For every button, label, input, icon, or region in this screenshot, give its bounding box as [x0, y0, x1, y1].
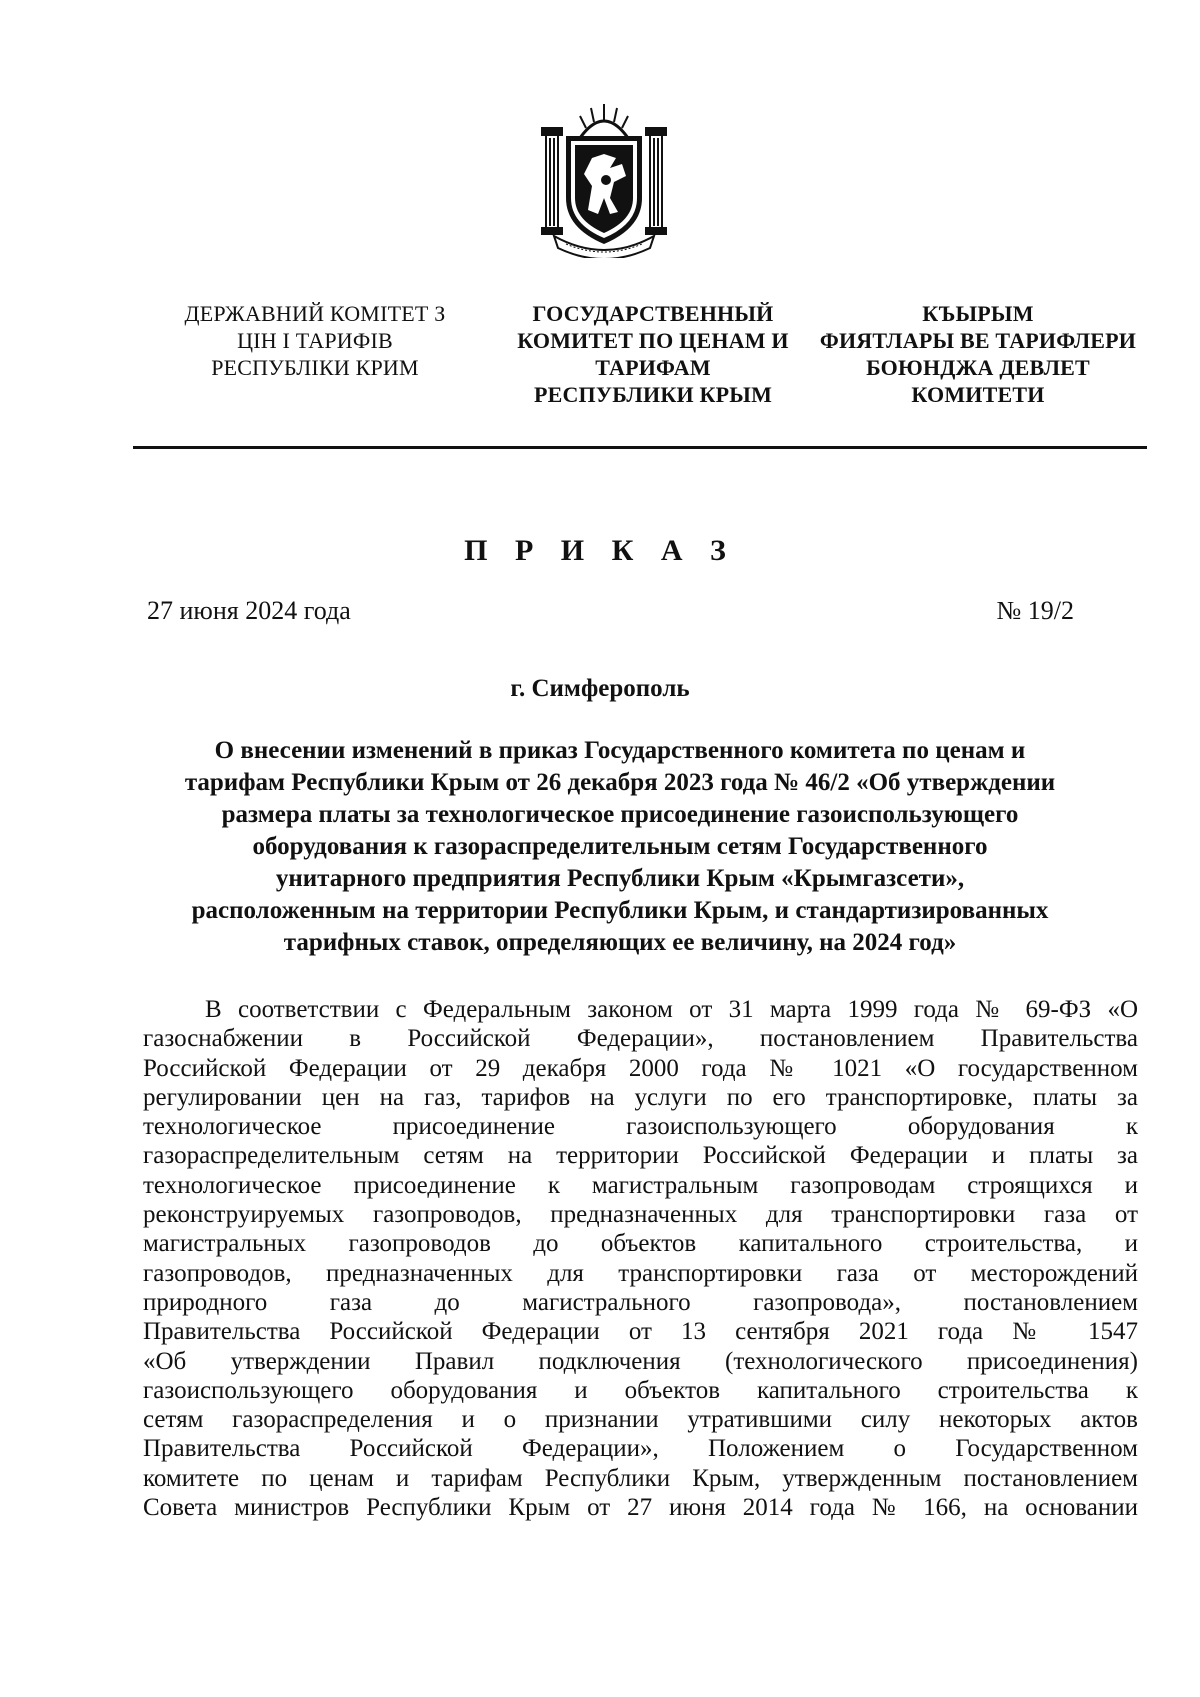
header-crimean-tatar-line: ФИЯТЛАРЫ ВЕ ТАРИФЛЕРИ [819, 328, 1137, 353]
body-line: Правительства Российской Федерации», Положением о Государственном [143, 1435, 1138, 1463]
title-line: оборудования к газораспределительным сетям Государственного [252, 833, 988, 860]
body-line: Совета министров Республики Крым от 27 июня 2014 года № 166, на основании [143, 1494, 1138, 1522]
body-line: газоснабжении в Российской Федерации», постановлением Правительства [143, 1025, 1138, 1053]
title-line: расположенным на территории Республики Крым, и стандартизированных [191, 897, 1049, 924]
body-line: регулировании цен на газ, тарифов на услуги по его транспортировке, платы за [143, 1083, 1138, 1111]
body-line: газопроводов, предназначенных для транспортировки газа от месторождений [143, 1259, 1138, 1287]
title-line: тарифных ставок, определяющих ее величину, на 2024 год» [283, 929, 957, 956]
header-crimean-tatar-name [818, 300, 1138, 408]
body-line: В соответствии с Федеральным законом от 31 марта 1999 года № 69-ФЗ «О [205, 996, 1138, 1023]
body-line: Правительства Российской Федерации от 13 сентября 2021 года № 1547 [143, 1318, 1138, 1346]
body-line: сетям газораспределения и о признании утратившими силу некоторых актов [143, 1406, 1138, 1434]
body-line: магистральных газопроводов до объектов капитального строительства, и [143, 1230, 1138, 1258]
body-line: технологическое присоединение газоиспользующего оборудования к [143, 1113, 1138, 1141]
body-line: технологическое присоединение к магистральным газопроводам строящихся и [143, 1171, 1138, 1199]
header-crimean-tatar-line: КОМИТЕТИ [911, 382, 1045, 407]
header-russian-line: КОМИТЕТ ПО ЦЕНАМ И [517, 328, 789, 353]
body-line: Российской Федерации от 29 декабря 2000 года № 1021 «О государственном [143, 1054, 1138, 1082]
body-line: природного газа до магистрального газопровода», постановлением [143, 1288, 1138, 1316]
document-title [120, 735, 1120, 959]
header-russian-line: ТАРИФАМ [595, 355, 711, 380]
body-line: реконструируемых газопроводов, предназначенных для транспортировки газа от [143, 1201, 1138, 1229]
header-ukrainian-line: РЕСПУБЛІКИ КРИМ [211, 355, 419, 380]
document-number: № 19/2 [996, 596, 1074, 625]
header-crimean-tatar-line: КЪЫРЫМ [922, 301, 1034, 326]
document-city: г. Симферополь [510, 675, 690, 702]
header-crimean-tatar-line: БОЮНДЖА ДЕВЛЕТ [866, 355, 1090, 380]
document-body-paragraph [143, 995, 1138, 1522]
crimea-coat-of-arms-emblem [540, 98, 668, 258]
header-ukrainian-line: ЦІН І ТАРИФІВ [237, 328, 393, 353]
header-russian-line: РЕСПУБЛИКИ КРЫМ [533, 382, 773, 407]
document-date: 27 июня 2024 года [147, 596, 351, 625]
header-ukrainian-line: ДЕРЖАВНИЙ КОМІТЕТ З [184, 301, 446, 326]
document-type-heading: П Р И К А З [464, 534, 736, 567]
body-line: «Об утверждении Правил подключения (технологического присоединения) [143, 1347, 1138, 1375]
body-line: газораспределительным сетям на территории Российской Федерации и платы за [143, 1142, 1138, 1170]
header-russian-line: ГОСУДАРСТВЕННЫЙ [532, 301, 774, 326]
title-line: О внесении изменений в приказ Государственного комитета по ценам и [214, 737, 1026, 764]
title-line: тарифам Республики Крым от 26 декабря 2023 года № 46/2 «Об утверждении [184, 769, 1056, 796]
title-line: унитарного предприятия Республики Крым «Крымгазсети», [275, 865, 965, 892]
header-russian-name [488, 300, 818, 408]
header-ukrainian-name [150, 300, 480, 381]
body-line: комитете по ценам и тарифам Республики Крым, утвержденным постановлением [143, 1464, 1138, 1492]
title-line: размера платы за технологическое присоединение газоиспользующего [221, 801, 1019, 828]
body-line: газоиспользующего оборудования и объектов капитального строительства к [143, 1376, 1138, 1404]
header-divider [133, 446, 1147, 449]
